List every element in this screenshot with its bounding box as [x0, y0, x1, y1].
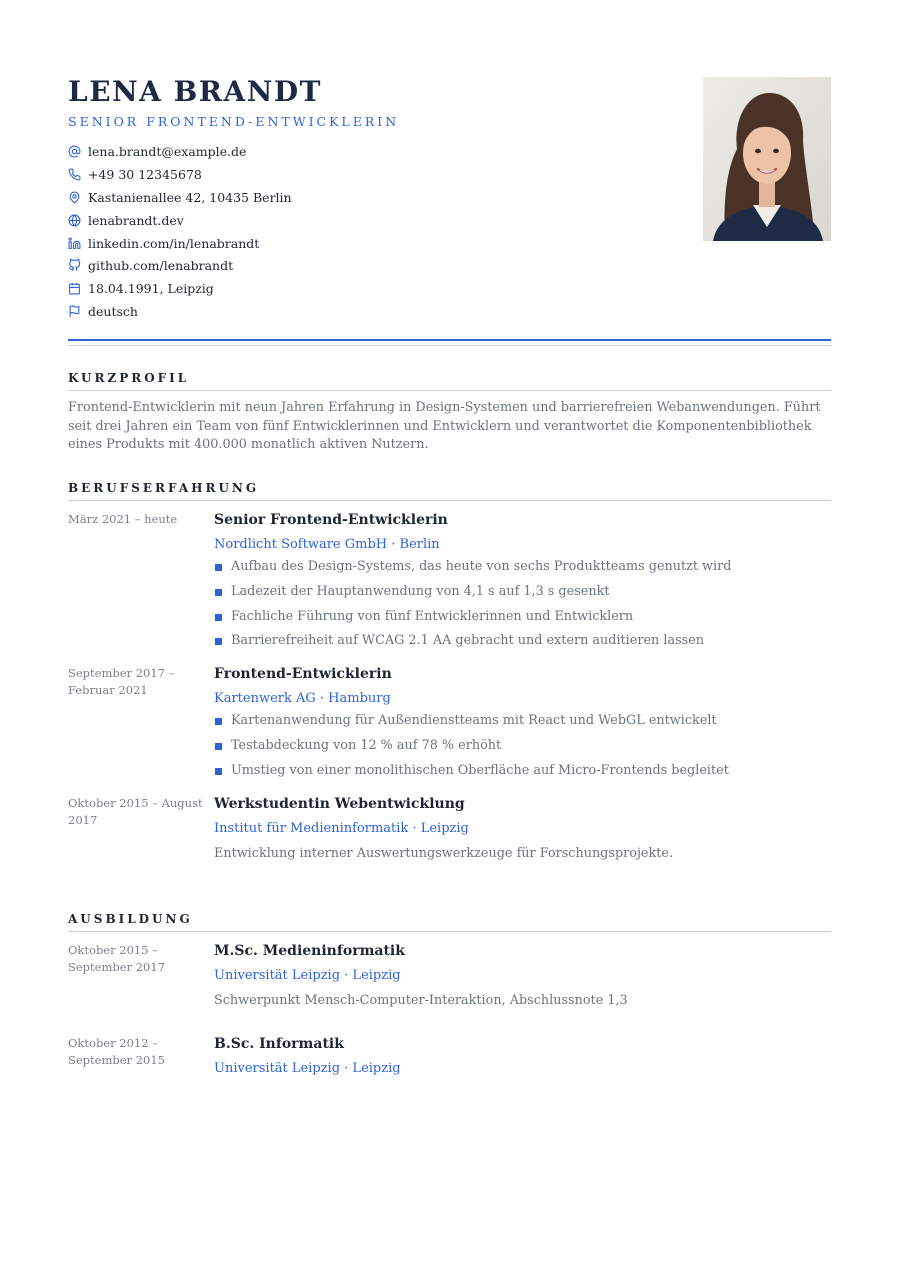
entry-organization: Kartenwerk AG · Hamburg — [214, 691, 391, 707]
contact-address-text: Kastanienallee 42, 10435 Berlin — [88, 189, 292, 205]
entry-body — [214, 942, 831, 1009]
entry-title: Senior Frontend-Entwicklerin — [214, 512, 448, 528]
bullet-text: Umstieg von einer monolithischen Oberfläche auf Micro-Frontends begleitet — [231, 762, 729, 778]
section-profile — [68, 371, 831, 455]
entry-description: Schwerpunkt Mensch-Computer-Interaktion, Abschlussnote 1,3 — [214, 993, 628, 1008]
contact-birth — [68, 277, 831, 300]
bullet-square-icon — [215, 589, 222, 596]
profile-text: Frontend-Entwicklerin mit neun Jahren Erfahrung in Design-Systemen und barrierefreien Webanwendungen. Führt seit drei Jahren ein Team von fünf Entwicklerinnen und Entwicklern und verantwortet die Komponentenbibliothek eines Produkts mit 400.000 monatlich aktiven Nutzern. — [68, 400, 821, 452]
education-entry — [68, 942, 831, 1009]
bullet-square-icon — [215, 614, 222, 621]
contact-email-text: lena.brandt@example.de — [88, 143, 247, 159]
bullet-item — [214, 763, 831, 779]
entry-title: Werkstudentin Webentwicklung — [214, 795, 465, 812]
linkedin-icon — [68, 237, 81, 250]
entry-body — [214, 665, 831, 779]
flag-icon — [68, 305, 81, 318]
entry-body — [214, 1035, 831, 1077]
section-experience — [68, 481, 831, 862]
at-icon — [68, 145, 81, 158]
entry-bullets — [214, 713, 831, 779]
entry-date: September 2017 – Februar 2021 — [68, 666, 175, 698]
bullet-text: Testabdeckung von 12 % auf 78 % erhöht — [231, 738, 502, 754]
entry-title: M.Sc. Medieninformatik — [214, 943, 405, 959]
contact-nationality — [68, 300, 831, 323]
section-heading-profile: KURZPROFIL — [68, 371, 831, 391]
bullet-square-icon — [215, 638, 222, 645]
bullet-item — [214, 738, 831, 754]
entry-organization: Institut für Medieninformatik · Leipzig — [214, 820, 469, 836]
contact-website-text: lenabrandt.dev — [88, 212, 184, 228]
section-education — [68, 912, 831, 1077]
entry-date: Oktober 2012 – September 2015 — [68, 1036, 165, 1067]
contact-phone-text: +49 30 12345678 — [88, 166, 202, 182]
job-title: SENIOR FRONTEND-ENTWICKLERIN — [68, 114, 400, 129]
profile-photo — [703, 77, 831, 241]
bullet-square-icon — [215, 718, 222, 725]
contact-linkedin-text: linkedin.com/in/lenabrandt — [88, 235, 260, 251]
person-name: LENA BRANDT — [68, 75, 322, 108]
entry-body — [214, 795, 831, 862]
entry-date: Oktober 2015 – August 2017 — [68, 795, 203, 827]
bullet-square-icon — [215, 564, 222, 571]
bullet-item — [214, 584, 831, 600]
education-entry — [68, 1035, 831, 1077]
entry-organization: Universität Leipzig · Leipzig — [214, 968, 401, 983]
contact-github[interactable] — [68, 254, 831, 277]
contact-birth-text: 18.04.1991, Leipzig — [88, 281, 214, 297]
bullet-item — [214, 609, 831, 625]
entry-organization: Universität Leipzig · Leipzig — [214, 1061, 401, 1076]
bullet-text: Fachliche Führung von fünf Entwicklerinnen und Entwicklern — [231, 608, 634, 624]
bullet-text: Barrierefreiheit auf WCAG 2.1 AA gebracht und extern auditieren lassen — [231, 633, 705, 649]
bullet-square-icon — [215, 768, 222, 775]
bullet-item — [214, 633, 831, 649]
section-heading-education: AUSBILDUNG — [68, 912, 831, 932]
globe-icon — [68, 214, 81, 227]
bullet-text: Aufbau des Design-Systems, das heute von sechs Produktteams genutzt wird — [231, 559, 732, 574]
bullet-item — [214, 559, 831, 575]
entry-description: Entwicklung interner Auswertungswerkzeuge für Forschungsprojekte. — [214, 845, 674, 861]
experience-entry — [68, 795, 831, 862]
entry-body — [214, 511, 831, 649]
experience-entry — [68, 665, 831, 779]
bullet-item — [214, 713, 831, 729]
section-heading-experience: BERUFSERFAHRUNG — [68, 481, 831, 501]
entry-date: März 2021 – heute — [68, 512, 178, 526]
entry-title: Frontend-Entwicklerin — [214, 666, 392, 683]
entry-bullets — [214, 559, 831, 649]
entry-title: B.Sc. Informatik — [214, 1036, 344, 1052]
entry-organization: Nordlicht Software GmbH · Berlin — [214, 537, 440, 552]
map-pin-icon — [68, 191, 81, 204]
entry-date: Oktober 2015 – September 2017 — [68, 943, 165, 974]
calendar-icon — [68, 282, 81, 295]
header-divider-thin — [68, 345, 831, 346]
github-icon — [68, 259, 81, 272]
experience-entry — [68, 511, 831, 649]
bullet-text: Kartenanwendung für Außendienstteams mit React und WebGL entwickelt — [231, 713, 717, 729]
header-divider — [68, 339, 831, 341]
contact-nationality-text: deutsch — [88, 304, 138, 320]
bullet-text: Ladezeit der Hauptanwendung von 4,1 s auf 1,3 s gesenkt — [231, 583, 610, 599]
contact-github-text: github.com/lenabrandt — [88, 258, 234, 274]
phone-icon — [68, 168, 81, 181]
bullet-square-icon — [215, 743, 222, 750]
